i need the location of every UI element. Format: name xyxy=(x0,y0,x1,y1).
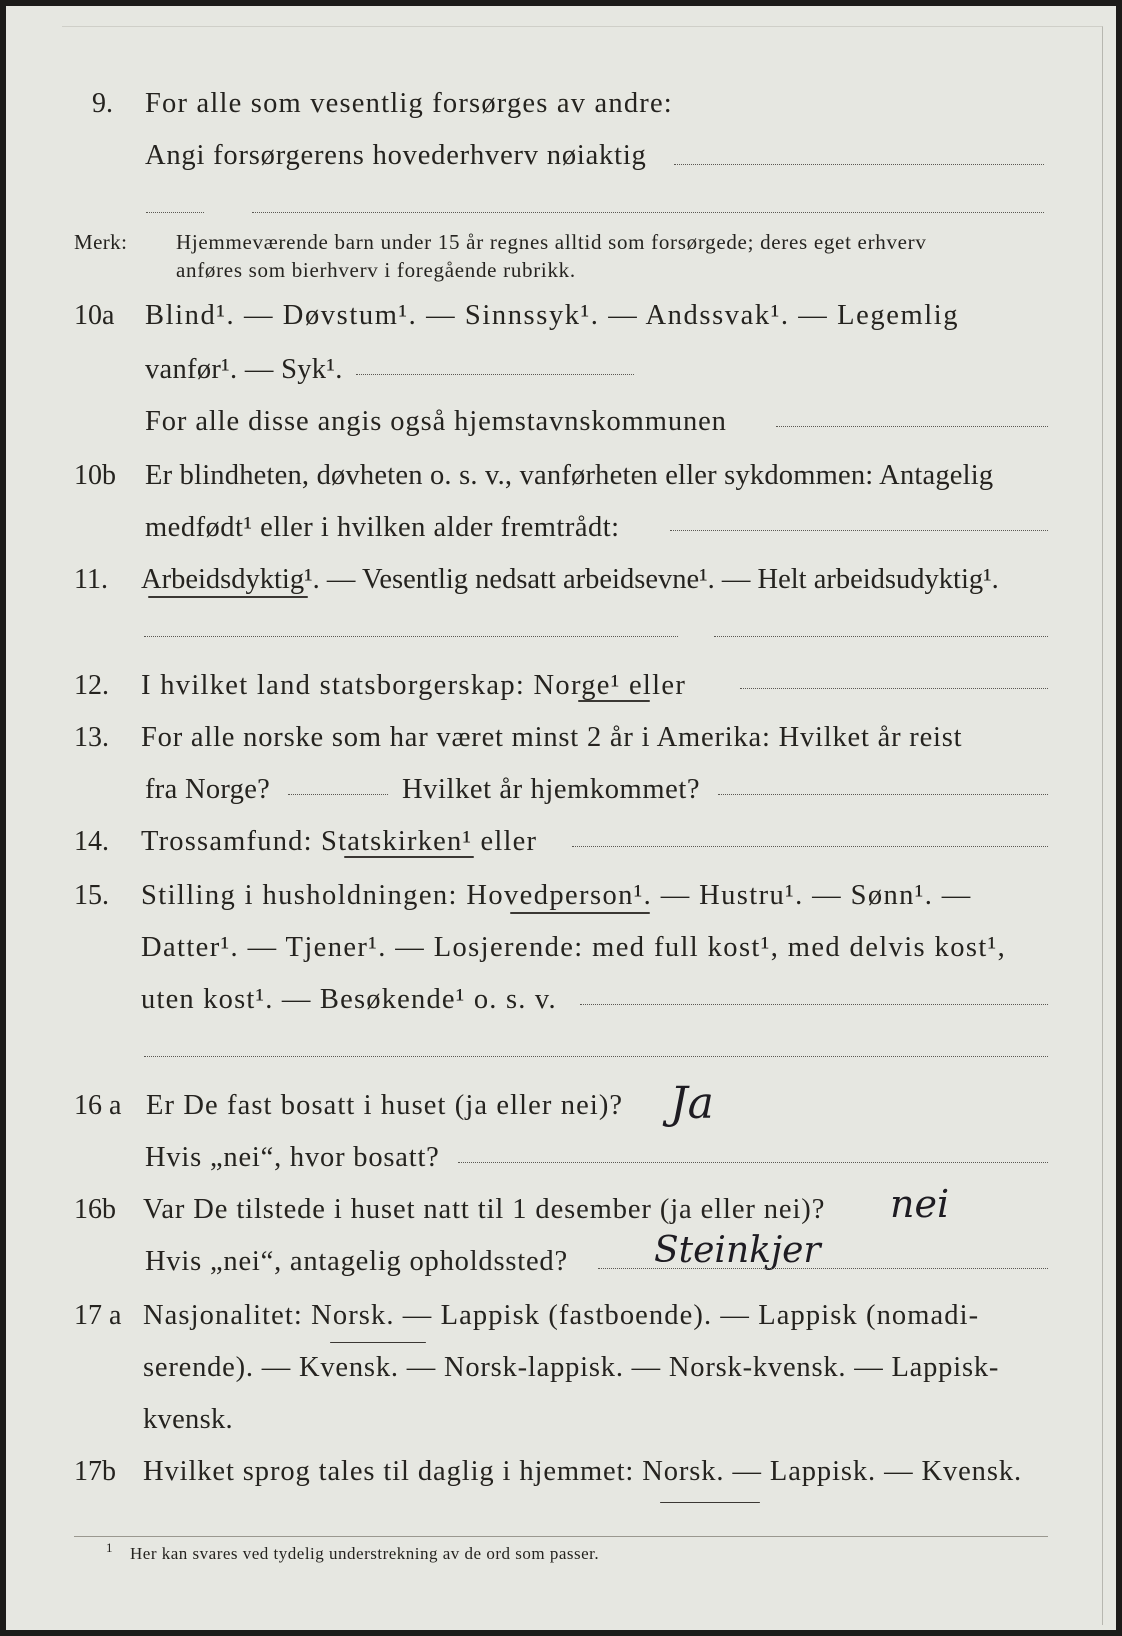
note-text: Hjemmeværende barn under 15 år regnes alltid som forsørgede; deres eget erhverv xyxy=(176,230,927,254)
question-text: I hvilket land statsborgerskap: Norge¹ eller xyxy=(141,670,687,701)
question-text: Angi forsørgerens hovederhverv nøiaktig xyxy=(145,140,647,171)
question-number: 17 a xyxy=(74,1300,122,1331)
note-text: anføres som bierhverv i foregående rubrikk. xyxy=(176,258,576,282)
question-text: Nasjonalitet: Norsk. — Lappisk (fastboende). — Lappisk (nomadi- xyxy=(143,1300,980,1331)
question-text: Hvilket sprog tales til daglig i hjemmet: Norsk. — Lappisk. — Kvensk. xyxy=(143,1456,1022,1487)
answer-line xyxy=(580,1004,1048,1005)
handwritten-answer: nei xyxy=(890,1182,950,1226)
question-text: uten kost¹. — Besøkende¹ o. s. v. xyxy=(141,984,557,1015)
handwritten-answer: Steinkjer xyxy=(654,1230,821,1271)
question-text: serende). — Kvensk. — Norsk-lappisk. — Norsk-kvensk. — Lappisk- xyxy=(143,1352,1000,1383)
answer-line xyxy=(670,530,1048,531)
question-text: Hvis „nei“, hvor bosatt? xyxy=(145,1142,440,1173)
question-text: For alle norske som har været minst 2 år i Amerika: Hvilket år reist xyxy=(141,722,963,753)
answer-line xyxy=(356,374,634,375)
answer-underline xyxy=(660,1502,760,1503)
answer-line xyxy=(572,846,1048,847)
handwritten-answer: Ja xyxy=(670,1078,714,1129)
answer-line xyxy=(288,794,388,795)
question-number: 16 a xyxy=(74,1090,122,1121)
question-text: Arbeidsdyktig¹. — Vesentlig nedsatt arbeidsevne¹. — Helt arbeidsudyktig¹. xyxy=(141,564,999,595)
answer-line xyxy=(458,1162,1048,1163)
question-text: Er blindheten, døvheten o. s. v., vanførheten eller sykdommen: Antagelig xyxy=(145,460,994,491)
question-number: 10a xyxy=(74,300,115,331)
answer-underline xyxy=(578,700,650,702)
question-number: 11. xyxy=(74,564,108,595)
answer-line xyxy=(252,212,1044,213)
question-number: 12. xyxy=(74,670,109,701)
question-number: 13. xyxy=(74,722,109,753)
footnote-mark: 1 xyxy=(106,1540,113,1555)
question-number: 10b xyxy=(74,460,116,491)
answer-line xyxy=(718,794,1048,795)
answer-line xyxy=(674,164,1044,165)
question-text: Stilling i husholdningen: Hovedperson¹. — Hustru¹. — Sønn¹. — xyxy=(141,880,972,911)
census-form-page xyxy=(6,6,1116,1630)
footnote-text: Her kan svares ved tydelig understrekning av de ord som passer. xyxy=(130,1544,600,1563)
answer-underline xyxy=(510,912,650,914)
question-text: Er De fast bosatt i huset (ja eller nei)? xyxy=(146,1090,624,1121)
answer-underline xyxy=(344,856,474,858)
question-number: 15. xyxy=(74,880,109,911)
question-number: 14. xyxy=(74,826,109,857)
question-number: 17b xyxy=(74,1456,116,1487)
answer-line xyxy=(776,426,1048,427)
footnote-rule xyxy=(74,1536,1048,1537)
question-text: For alle som vesentlig forsørges av andre: xyxy=(145,88,673,119)
question-number: 16b xyxy=(74,1194,116,1225)
answer-line xyxy=(714,636,1048,637)
question-text: Trossamfund: Statskirken¹ eller xyxy=(141,826,538,857)
answer-line xyxy=(144,636,678,637)
answer-line xyxy=(598,1268,1048,1269)
question-text: Datter¹. — Tjener¹. — Losjerende: med full kost¹, med delvis kost¹, xyxy=(141,932,1007,963)
answer-line xyxy=(740,688,1048,689)
answer-line xyxy=(144,1056,1048,1057)
answer-underline xyxy=(330,1342,426,1343)
question-text: Var De tilstede i huset natt til 1 desember (ja eller nei)? xyxy=(143,1194,826,1225)
question-text: fra Norge? xyxy=(145,774,271,805)
question-text: Hvilket år hjemkommet? xyxy=(402,774,701,805)
question-text: vanfør¹. — Syk¹. xyxy=(145,354,343,385)
question-text: Blind¹. — Døvstum¹. — Sinnssyk¹. — Andssvak¹. — Legemlig xyxy=(145,300,960,331)
question-text: kvensk. xyxy=(143,1404,233,1435)
question-text: For alle disse angis også hjemstavnskommunen xyxy=(145,406,727,437)
question-text: Hvis „nei“, antagelig opholdssted? xyxy=(145,1246,568,1277)
question-text: medfødt¹ eller i hvilken alder fremtrådt: xyxy=(145,512,620,543)
question-number: 9. xyxy=(92,88,113,119)
note-label: Merk: xyxy=(74,230,128,254)
answer-underline xyxy=(148,596,308,598)
answer-line xyxy=(146,212,204,213)
